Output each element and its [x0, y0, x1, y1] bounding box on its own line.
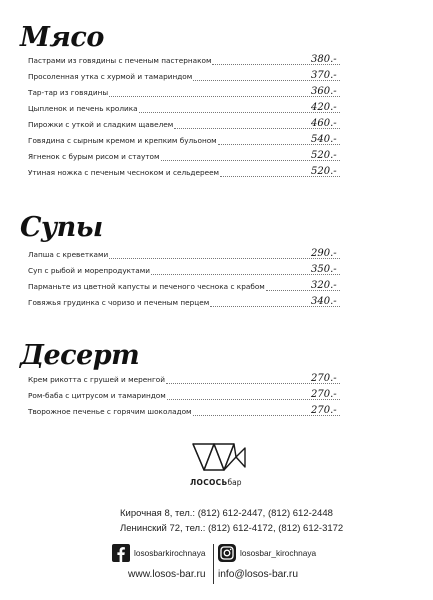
- dish-price: 360.-: [311, 86, 337, 97]
- brand-name-bold: ЛОСОСЬ: [190, 478, 228, 487]
- dish-name: Утиная ножка с печеным чесноком и сельдереем: [28, 168, 220, 177]
- menu-item: [0, 150, 433, 166]
- dish-price: 540.-: [311, 134, 337, 145]
- dot-leader: [139, 112, 340, 113]
- menu-item: [0, 296, 433, 312]
- dish-price: 520.-: [311, 166, 337, 177]
- dish-name: Творожное печенье с горячим шоколадом: [28, 407, 192, 416]
- dish-price: 290.-: [311, 248, 337, 259]
- dish-price: 320.-: [311, 280, 337, 291]
- section-title-soups: Супы: [20, 212, 103, 243]
- brand-name-light: бар: [227, 478, 242, 487]
- dish-price: 370.-: [311, 70, 337, 81]
- brand-name: [190, 478, 250, 487]
- fish-logo-icon: [190, 440, 248, 474]
- dish-price: 420.-: [311, 102, 337, 113]
- menu-item: [0, 166, 433, 182]
- menu-item: [0, 102, 433, 118]
- menu-item: [0, 118, 433, 134]
- dish-name: Ром-баба с цитрусом и тамариндом: [28, 391, 166, 400]
- dish-name: Говядина с сырным кремом и крепким бульоном: [28, 136, 217, 145]
- dish-name: Пастрами из говядины с печеным пастернаком: [28, 56, 212, 65]
- divider: [213, 544, 214, 584]
- menu-list-dessert: [0, 373, 433, 421]
- dish-price: 460.-: [311, 118, 337, 129]
- dish-name: Парманьте из цветной капусты и печеного чеснока с крабом: [28, 282, 265, 291]
- dot-leader: [109, 258, 340, 259]
- menu-item: [0, 264, 433, 280]
- dish-name: Пирожки с уткой и сладким щавелем: [28, 120, 174, 129]
- dish-price: 270.-: [311, 389, 337, 400]
- menu-item: [0, 86, 433, 102]
- menu-item: [0, 389, 433, 405]
- dish-name: Просоленная утка с хурмой и тамариндом: [28, 72, 193, 81]
- menu-list-meat: [0, 54, 433, 182]
- dot-leader: [109, 96, 340, 97]
- menu-list-soups: [0, 248, 433, 312]
- section-title-meat: Мясо: [20, 22, 104, 53]
- menu-item: [0, 134, 433, 150]
- dish-name: Ягненок с бурым рисом и стаутом: [28, 152, 160, 161]
- section-title-dessert: Десерт: [20, 340, 140, 371]
- dish-price: 270.-: [311, 405, 337, 416]
- website-link[interactable]: www.losos-bar.ru: [128, 569, 206, 580]
- email-link[interactable]: info@losos-bar.ru: [218, 569, 298, 580]
- facebook-icon: [112, 544, 130, 562]
- dish-price: 380.-: [311, 54, 337, 65]
- facebook-handle: lososbarkirochnaya: [134, 548, 206, 558]
- dish-name: Лапша с креветками: [28, 250, 109, 259]
- dish-name: Говяжья грудинка с чоризо и печеным перцем: [28, 298, 210, 307]
- address-line: Ленинский 72, тел.: (812) 612-4172, (812) 612-3172: [120, 523, 344, 534]
- menu-item: [0, 405, 433, 421]
- dish-name: Тар-тар из говядины: [28, 88, 109, 97]
- dish-price: 520.-: [311, 150, 337, 161]
- dish-price: 270.-: [311, 373, 337, 384]
- instagram-handle: lososbar_kirochnaya: [240, 548, 317, 558]
- dish-name: Крем рикотта с грушей и меренгой: [28, 375, 165, 384]
- address-line: Кирочная 8, тел.: (812) 612-2447, (812) 612-2448: [120, 508, 333, 519]
- menu-item: [0, 373, 433, 389]
- menu-item: [0, 248, 433, 264]
- menu-item: [0, 54, 433, 70]
- menu-item: [0, 280, 433, 296]
- dish-name: Суп с рыбой и морепродуктами: [28, 266, 151, 275]
- dish-name: Цыпленок и печень кролика: [28, 104, 138, 113]
- instagram-icon: [218, 544, 236, 562]
- dish-price: 340.-: [311, 296, 337, 307]
- menu-item: [0, 70, 433, 86]
- dish-price: 350.-: [311, 264, 337, 275]
